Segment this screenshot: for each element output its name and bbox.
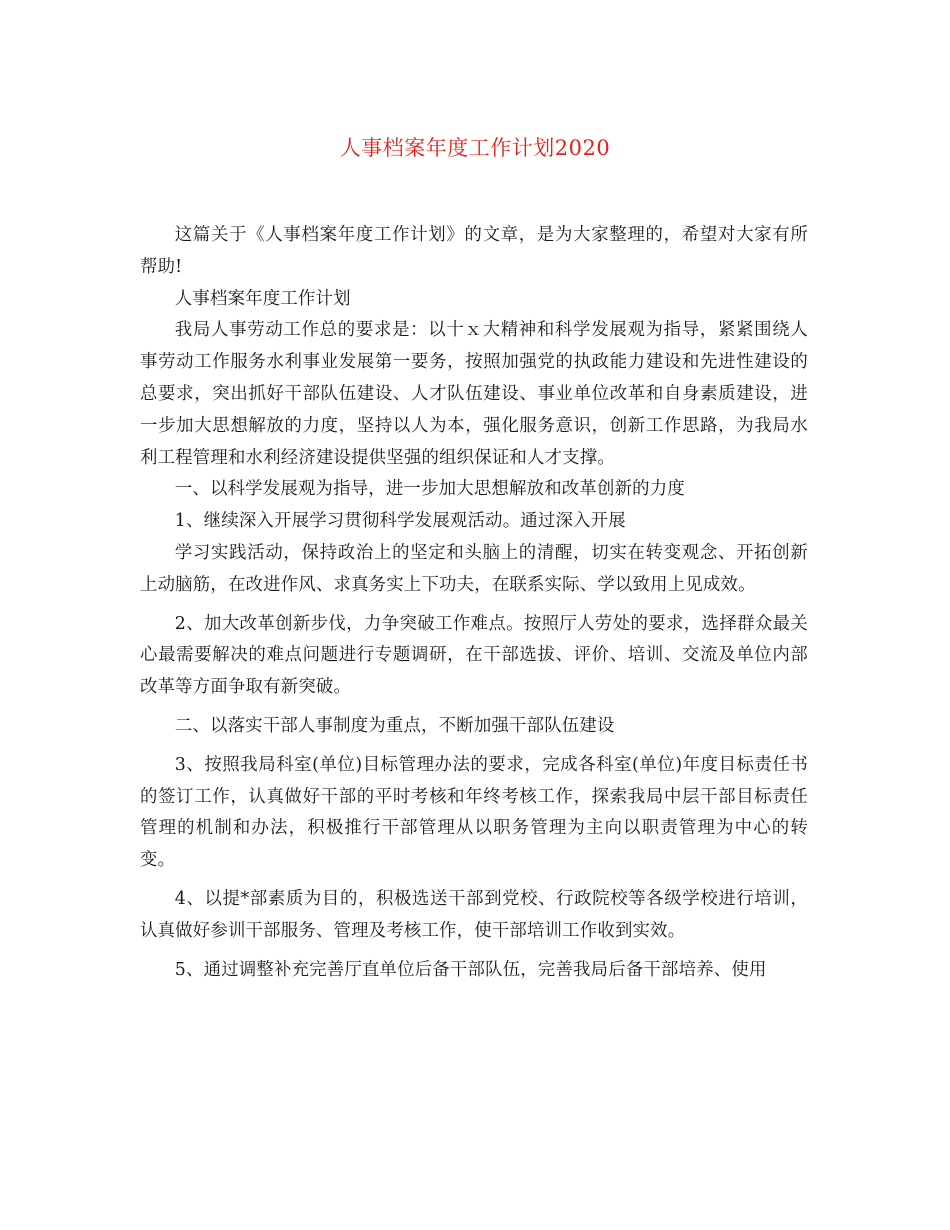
paragraph-item-3: 3、按照我局科室(单位)目标管理办法的要求，完成各科室(单位)年度目标责任书的签订工作，认真做好干部的平时考核和年终考核工作，探索我局中层干部目标责任管理的机制和办法，积极推行干部管理从以职务管理为主向以职责管理为中心的转变。: [140, 754, 808, 871]
section-heading-2: 二、以落实干部人事制度为重点，不断加强干部队伍建设: [174, 715, 615, 736]
paragraph-item-1-continued: 学习实践活动，保持政治上的坚定和头脑上的清醒，切实在转变观念、开拓创新上动脑筋，在改进作风、求真务实上下功夫，在联系实际、学以致用上见成效。: [140, 542, 808, 595]
paragraph-item-4: 4、以提*部素质为目的，积极选送干部到党校、行政院校等各级学校进行培训，认真做好参训干部服务、管理及考核工作，使干部培训工作收到实效。: [140, 888, 808, 941]
paragraph-subtitle: 人事档案年度工作计划: [174, 288, 351, 309]
paragraph-intro: 这篇关于《人事档案年度工作计划》的文章，是为大家整理的，希望对大家有所帮助!: [140, 225, 808, 277]
paragraph-item-2: 2、加大改革创新步伐，力争突破工作难点。按照厅人劳处的要求，选择群众最关心最需要解决的难点问题进行专题调研，在干部选拔、评价、培训、交流及单位内部改革等方面争取有新突破。: [140, 613, 808, 698]
paragraph-item-1: 1、继续深入开展学习贯彻科学发展观活动。通过深入开展: [174, 511, 626, 532]
paragraph-item-5: 5、通过调整补充完善厅直单位后备干部队伍，完善我局后备干部培养、使用: [174, 959, 767, 980]
document-title: 人事档案年度工作计划2020: [339, 136, 611, 160]
paragraph-overview: 我局人事劳动工作总的要求是：以十ｘ大精神和科学发展观为指导，紧紧围绕人事劳动工作服务水利事业发展第一要务，按照加强党的执政能力建设和先进性建设的总要求，突出抓好干部队伍建设、人才队伍建设、事业单位改革和自身素质建设，进一步加大思想解放的力度，坚持以人为本，强化服务意识，创新工作思路，为我局水利工程管理和水利经济建设提供坚强的组织保证和人才支撑。: [140, 320, 808, 468]
document-body: [140, 220, 808, 986]
section-heading-1: 一、以科学发展观为指导，进一步加大思想解放和改革创新的力度: [174, 479, 685, 500]
